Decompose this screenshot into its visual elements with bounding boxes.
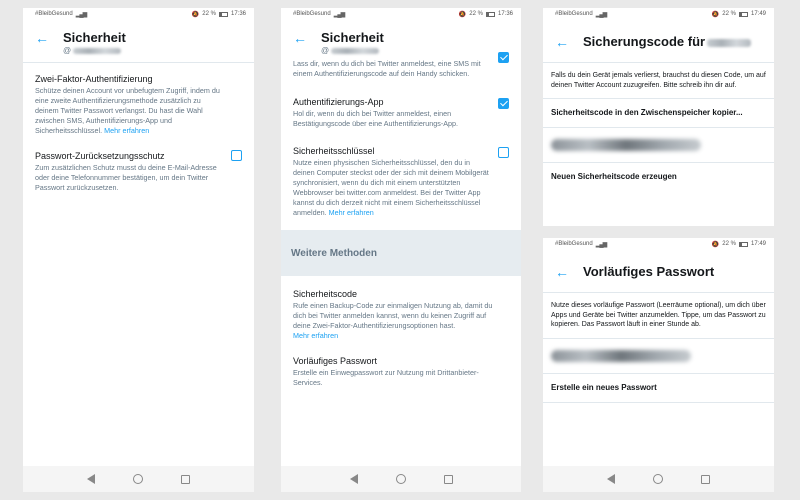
password-reset-protection-row[interactable] bbox=[23, 136, 254, 193]
backup-code-desc-text: Rufe einen Backup-Code zur einmaligen Nutzung ab, damit du dich bei Twitter anmelden kannst, wenn du keinen Zugriff auf deine Zwei-Faktor-Authentifizierungsoptionen hast. bbox=[293, 301, 493, 330]
app-bar bbox=[543, 20, 774, 50]
status-time: 17:36 bbox=[230, 11, 246, 17]
security-key-checkbox[interactable] bbox=[498, 147, 509, 158]
status-time: 17:49 bbox=[750, 241, 766, 247]
temp-password-title: Vorläufiges Passwort bbox=[293, 356, 378, 366]
account-handle bbox=[63, 46, 126, 56]
battery-icon bbox=[219, 12, 228, 17]
status-carrier: #BleibGesund bbox=[555, 241, 593, 247]
nav-back-icon[interactable] bbox=[350, 474, 358, 484]
sms-row[interactable] bbox=[281, 56, 521, 79]
backup-code-info: Falls du dein Gerät jemals verlierst, brauchst du diesen Code, um auf deinen Twitter Account zuzugreifen. Bitte schreib ihn dir auf. bbox=[551, 72, 766, 89]
security-key-description bbox=[293, 158, 511, 218]
redacted-handle bbox=[73, 48, 121, 54]
signal-icon: ▂▄▆ bbox=[333, 11, 345, 18]
handle-prefix: @ bbox=[321, 46, 330, 55]
redacted-account bbox=[707, 39, 751, 47]
handle-prefix: @ bbox=[63, 46, 72, 55]
app-bar bbox=[23, 20, 254, 56]
backup-code-description bbox=[293, 301, 511, 341]
android-nav-bar bbox=[543, 466, 774, 492]
backup-code-learn-more-link[interactable]: Mehr erfahren bbox=[293, 331, 339, 340]
redacted-backup-code[interactable] bbox=[551, 139, 701, 151]
status-bar bbox=[281, 8, 521, 20]
two-factor-row[interactable] bbox=[23, 63, 254, 136]
nav-back-icon[interactable] bbox=[87, 474, 95, 484]
nav-home-icon[interactable] bbox=[653, 474, 663, 484]
mute-icon: 🔕 bbox=[458, 11, 467, 18]
back-arrow-icon[interactable]: ← bbox=[35, 30, 49, 46]
sms-checkbox[interactable] bbox=[498, 52, 509, 63]
signal-icon: ▂▄▆ bbox=[595, 11, 607, 18]
nav-recents-icon[interactable] bbox=[444, 475, 453, 484]
signal-icon: ▂▄▆ bbox=[75, 11, 87, 18]
back-arrow-icon[interactable]: ← bbox=[555, 34, 569, 50]
status-bar bbox=[543, 8, 774, 20]
status-carrier: #BleibGesund bbox=[555, 11, 593, 17]
page-title bbox=[583, 34, 751, 50]
battery-percent: 22 % bbox=[722, 241, 736, 247]
android-nav-bar bbox=[23, 466, 254, 492]
status-time: 17:36 bbox=[497, 11, 513, 17]
nav-recents-icon[interactable] bbox=[181, 475, 190, 484]
temp-password-info: Nutze dieses vorläufige Passwort (Leerräume optional), um dich über Apps und Geräte bei Twitter anzumelden. Tippe, um das Passwort zu kopieren. Das Passwort läuft in einer Stunde ab. bbox=[551, 302, 766, 328]
backup-code-row[interactable] bbox=[281, 276, 521, 341]
status-carrier: #BleibGesund bbox=[293, 11, 331, 17]
password-reset-description: Zum zusätzlichen Schutz musst du deine E-Mail-Adresse oder deine Telefonnummer bestätigen, um dein Twitter Passwort zurückzusetzen. bbox=[35, 163, 217, 192]
nav-recents-icon[interactable] bbox=[701, 475, 710, 484]
nav-home-icon[interactable] bbox=[396, 474, 406, 484]
password-reset-checkbox[interactable] bbox=[231, 150, 242, 161]
sms-description: Lass dir, wenn du dich bei Twitter anmeldest, eine SMS mit einem Authentifizierungscode auf dein Handy schicken. bbox=[293, 59, 481, 78]
battery-icon bbox=[486, 12, 495, 17]
create-new-password-button[interactable]: Erstelle ein neues Passwort bbox=[551, 382, 657, 392]
account-handle bbox=[321, 46, 384, 56]
app-bar bbox=[281, 20, 521, 56]
battery-percent: 22 % bbox=[722, 11, 736, 17]
copy-code-button[interactable]: Sicherheitscode in den Zwischenspeicher kopier... bbox=[551, 108, 743, 117]
signal-icon: ▂▄▆ bbox=[595, 241, 607, 248]
redacted-temp-password[interactable] bbox=[551, 350, 691, 362]
backup-code-title: Sicherheitscode bbox=[293, 289, 358, 299]
battery-icon bbox=[739, 12, 748, 17]
temp-password-row[interactable] bbox=[281, 341, 521, 388]
security-key-desc-text: Nutze einen physischen Sicherheitsschlüssel, den du in deinen Computer steckst oder der sich mit deinem Mobilgerät synchronisiert, wenn du dich mit einem unterstützten Webbrowser bei twitter.com anmeldest. Bei der Twitter App kannst du dich derzeit nicht mit einem Sicherheitsschlüssel anmelden. bbox=[293, 158, 489, 217]
app-bar bbox=[543, 250, 774, 280]
divider bbox=[543, 127, 774, 128]
status-bar bbox=[543, 238, 774, 250]
page-title-text: Sicherungscode für bbox=[583, 34, 706, 49]
divider bbox=[543, 338, 774, 339]
security-key-title: Sicherheitsschlüssel bbox=[293, 146, 375, 156]
two-factor-desc-text: Schütze deinen Account vor unbefugtem Zugriff, indem du eine zweite Authentifizierungsmethode zusätzlich zu deinem Twitter Passwort verlangst. Du hast die Wahl zwischen SMS, Authentifizierungs-App und Sicherheitsschlüssel. bbox=[35, 86, 220, 135]
android-nav-bar bbox=[281, 466, 521, 492]
page-title: Sicherheit bbox=[321, 30, 384, 45]
status-time: 17:49 bbox=[750, 11, 766, 17]
auth-app-row[interactable] bbox=[281, 79, 521, 129]
back-arrow-icon[interactable]: ← bbox=[555, 264, 569, 280]
page-title: Vorläufiges Passwort bbox=[583, 264, 715, 279]
generate-new-code-button[interactable]: Neuen Sicherheitscode erzeugen bbox=[551, 172, 677, 181]
password-reset-title: Passwort-Zurücksetzungsschutz bbox=[35, 151, 165, 161]
mute-icon: 🔕 bbox=[191, 11, 200, 18]
security-key-learn-more-link[interactable]: Mehr erfahren bbox=[328, 208, 374, 217]
battery-icon bbox=[739, 242, 748, 247]
auth-app-checkbox[interactable] bbox=[498, 98, 509, 109]
screen-temporary-password bbox=[543, 238, 774, 466]
status-carrier: #BleibGesund bbox=[35, 11, 73, 17]
mute-icon: 🔕 bbox=[711, 11, 720, 18]
battery-percent: 22 % bbox=[469, 11, 483, 17]
security-key-row[interactable] bbox=[281, 129, 521, 218]
page-title: Sicherheit bbox=[63, 30, 126, 45]
nav-back-icon[interactable] bbox=[607, 474, 615, 484]
status-bar bbox=[23, 8, 254, 20]
mute-icon: 🔕 bbox=[711, 241, 720, 248]
screen-security-settings bbox=[23, 8, 254, 492]
nav-home-icon[interactable] bbox=[133, 474, 143, 484]
auth-app-description: Hol dir, wenn du dich bei Twitter anmeldest, einen Bestätigungscode über eine Authentifizierungs-App. bbox=[293, 109, 459, 128]
screen-backup-code bbox=[543, 8, 774, 226]
divider bbox=[543, 402, 774, 403]
two-factor-description bbox=[35, 86, 244, 136]
auth-app-title: Authentifizierungs-App bbox=[293, 97, 384, 107]
battery-percent: 22 % bbox=[202, 11, 216, 17]
screen-two-factor-methods bbox=[281, 8, 521, 492]
temp-password-description: Erstelle ein Einwegpasswort zur Nutzung mit Drittanbieter-Services. bbox=[293, 368, 479, 387]
group-header-more-methods: Weitere Methoden bbox=[281, 230, 521, 276]
two-factor-title: Zwei-Faktor-Authentifizierung bbox=[35, 74, 153, 84]
two-factor-learn-more-link[interactable]: Mehr erfahren bbox=[104, 126, 150, 135]
redacted-handle bbox=[331, 48, 379, 54]
back-arrow-icon[interactable]: ← bbox=[293, 30, 307, 46]
